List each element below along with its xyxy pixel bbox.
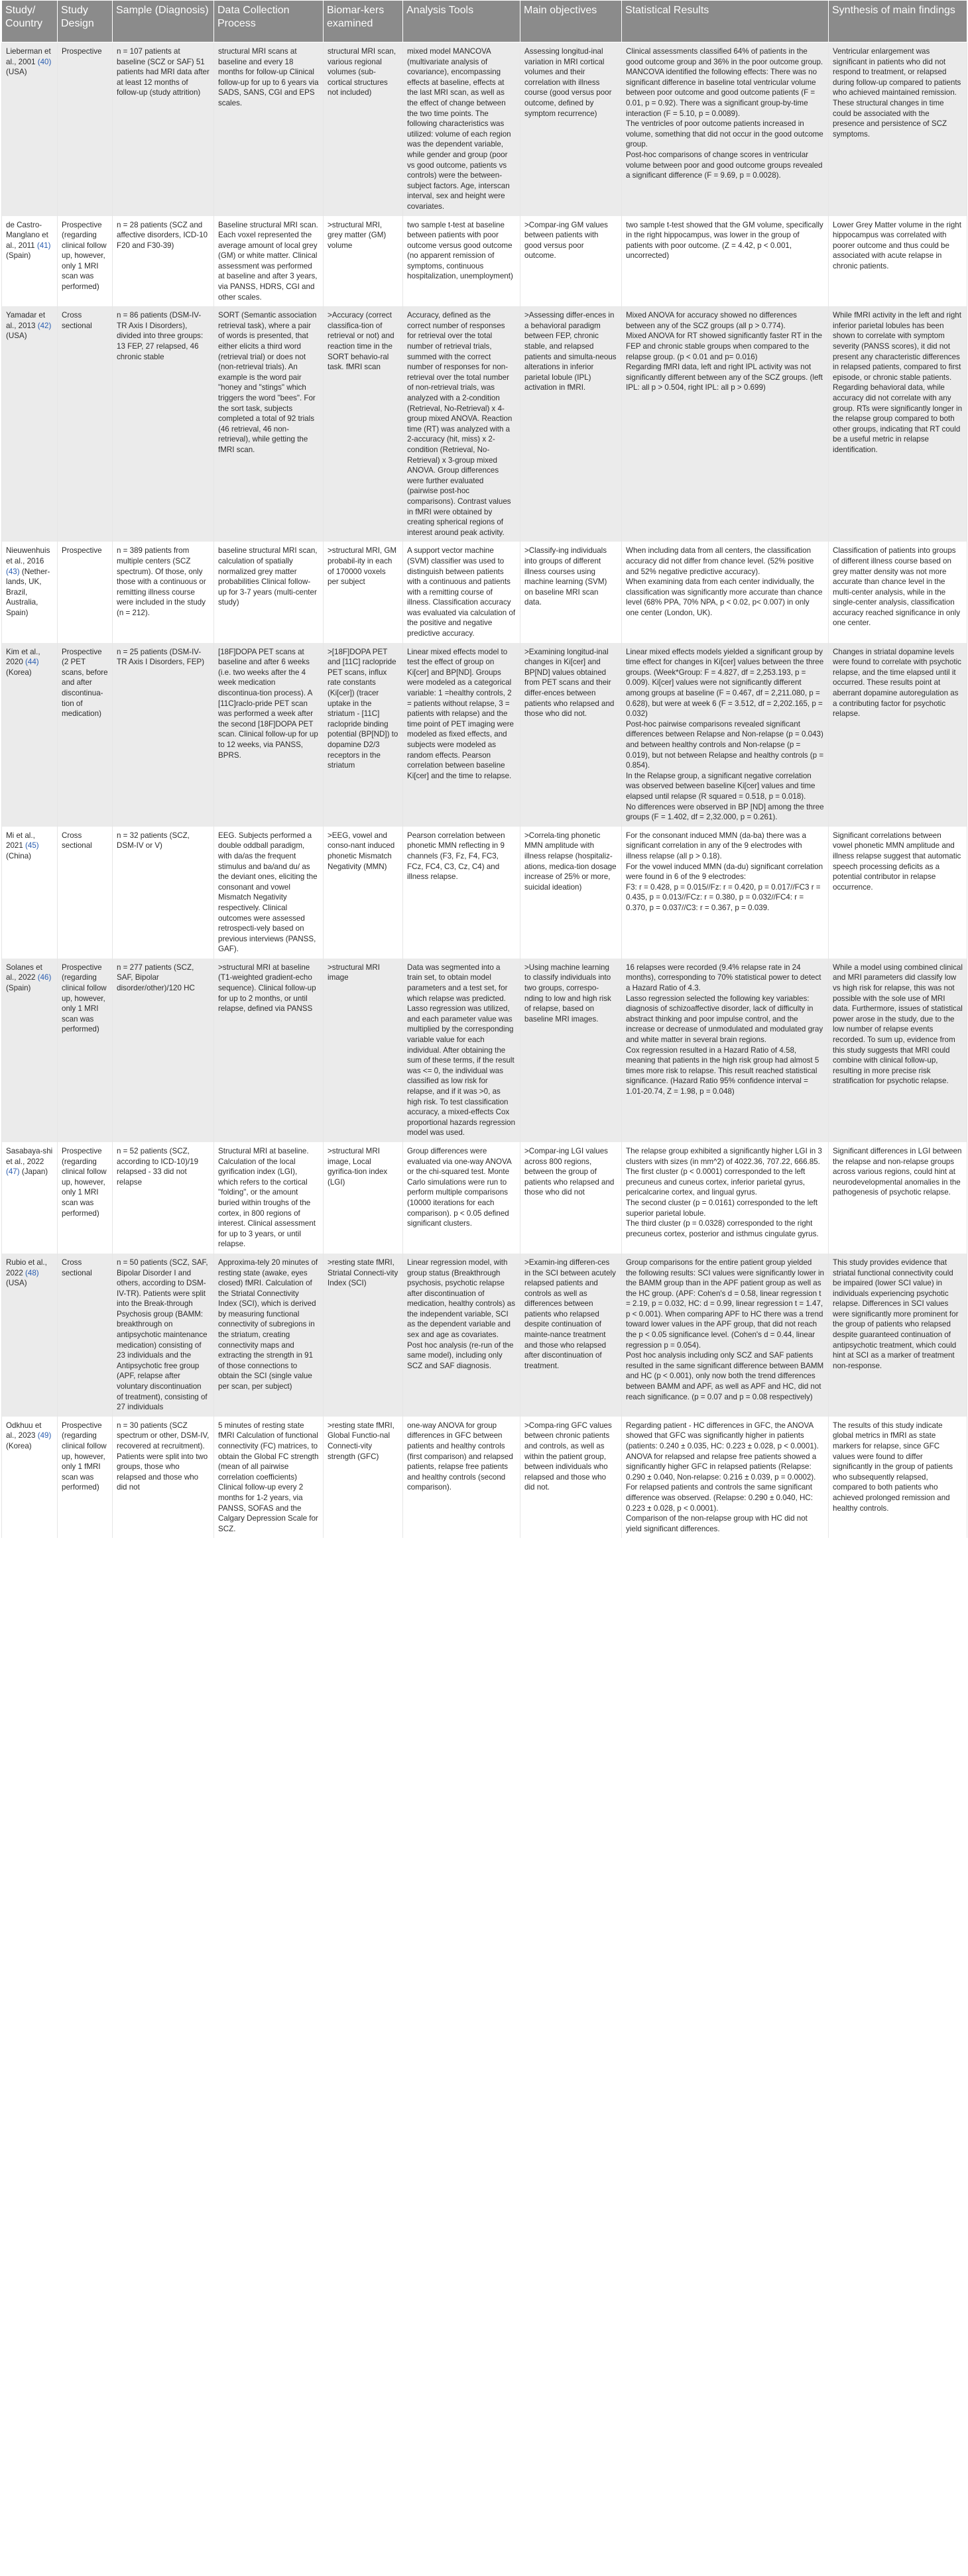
study-reference-link[interactable]: (42) <box>37 321 52 330</box>
cell-study-design: Prospective (regarding clinical follow up, however, only 1 MRI scan was performed) <box>58 216 113 307</box>
cell-data-collection: baseline structural MRI scan, calculation of spatially normalized grey matter probabilities Clinical follow-up for 3-7 years (multi-center study) <box>214 542 324 642</box>
cell-data-collection: Approxima-tely 20 minutes of resting state (awake, eyes closed) fMRI. Calculation of the Striatal Connectivity Index (SCI), which is derived by measuring functional connectivity of subregions in the striatum, creating connectivity maps and extracting the strength in 91 of those connections to obtain the SCI (single value per scan, per subject) <box>214 1254 324 1417</box>
study-author-year: Yamadar et al., 2013 <box>6 311 46 330</box>
result-paragraph: Clinical assessments classified 64% of patients in the good outcome group and 36% in the poor outcome group. MANCOVA identified the following effects: There was no significant difference in baseline total ventricular volume between poor outcome and good outcome patients (F = 0.01, p = 0.92). There was a significant group-by-time interaction (F = 5.10, p = 0.0089). <box>626 47 823 118</box>
cell-statistical-results <box>622 827 829 959</box>
cell-study-country <box>2 1142 58 1254</box>
study-country: (Spain) <box>6 251 31 261</box>
result-paragraph: two sample t-test showed that the GM volume, specifically in the right hippocampus, was lower in the group of patients with poor outcome. (Z = 4.42, p < 0.001, uncorrected) <box>626 220 823 261</box>
cell-biomarkers: >structural MRI, GM probabil-ity in each of 170000 voxels per subject <box>324 542 403 642</box>
cell-study-design: Cross sectional <box>58 1254 113 1417</box>
result-paragraph: In the Relapse group, a significant negative correlation was observed between baseline Ki[cer] values and time elapsed until relapse (R squared = 0.518, p = 0.018). <box>626 771 816 801</box>
header-synthesis: Synthesis of main findings <box>829 1 967 42</box>
cell-study-country <box>2 1417 58 1539</box>
studies-table <box>1 0 967 1538</box>
cell-sample: n = 25 patients (DSM-IV-TR Axis I Disorders, FEP) <box>113 643 214 827</box>
cell-main-objectives: >Compar-ing GM values between patients with good versus poor outcome. <box>520 216 622 307</box>
study-reference-link[interactable]: (45) <box>25 841 39 850</box>
cell-biomarkers: >resting state fMRI, Global Functio-nal Connecti-vity strength (GFC) <box>324 1417 403 1539</box>
study-reference-link[interactable]: (47) <box>6 1167 20 1177</box>
cell-main-objectives: >Correla-ting phonetic MMN amplitude with illness relapse (hospitaliz-ations, medica-tion dosage increase of 25% or more, suicidal ideation) <box>520 827 622 959</box>
cell-analysis-tools: Linear mixed effects model to test the effect of group on Ki[cer] and BP[ND]. Groups were modeled as a categorical variable: 1 =healthy controls, 2 = patients without relapse, 3 = patients with relapse) and the time point of PET imaging were modeled as fixed effects, and subjects were modeled as random effects. Pearson correlation between baseline Ki[cer] and the time to relapse. <box>403 643 520 827</box>
table-row <box>2 216 967 307</box>
header-analysis-tools: Analysis Tools <box>403 1 520 42</box>
study-country: (USA) <box>6 1279 27 1288</box>
cell-main-objectives: >Classify-ing individuals into groups of different illness courses using machine learning (SVM) on baseline MRI scan data. <box>520 542 622 642</box>
cell-study-country <box>2 42 58 216</box>
study-author-year: Nieuwenhuis et al., 2016 <box>6 546 50 565</box>
cell-study-design: Cross sectional <box>58 306 113 542</box>
cell-statistical-results <box>622 542 829 642</box>
cell-sample: n = 32 patients (SCZ, DSM-IV or V) <box>113 827 214 959</box>
study-country: (China) <box>6 851 32 860</box>
cell-biomarkers: >Accuracy (correct classifica-tion of retrieval or not) and reaction time in the SORT behavio-ral task. fMRI scan <box>324 306 403 542</box>
result-paragraph: Cox regression resulted in a Hazard Ratio of 4.58, meaning that patients in the high risk group had almost 5 times more risk to relapse. This result reached statistical significance. (Hazard Ratio 95% confidence interval = 1.01-20.74, Z = 1.98, p = 0.048) <box>626 1045 819 1096</box>
study-reference-link[interactable]: (46) <box>37 973 52 982</box>
result-paragraph: When including data from all centers, the classification accuracy did not differ from chance level. (52% positive and 52% negative predictive accuracy). <box>626 546 814 576</box>
result-paragraph: The second cluster (p = 0.0161) corresponded to the left superior parietal lobule. <box>626 1198 818 1218</box>
cell-study-design: Prospective (regarding clinical follow up, however, only 1 MRI scan was performed) <box>58 1142 113 1254</box>
cell-study-design: Prospective (regarding clinical follow up, however, only 1 MRI scan was performed) <box>58 959 113 1142</box>
study-reference-link[interactable]: (48) <box>25 1268 39 1277</box>
cell-statistical-results <box>622 216 829 307</box>
study-author-year: Sasabaya-shi et al., 2022 <box>6 1146 53 1166</box>
result-paragraph: When examining data from each center individually, the classification was significantly more accurate than chance level (68% PPA, 70% NPA, p < 0.02, p< 0.007) in only one center (London, UK). <box>626 577 823 617</box>
cell-sample: n = 50 patients (SCZ, SAF, Bipolar Disorder I and others, according to DSM-IV-TR). Patients were split into the Break-through Psychosis group (BAMM: breakthrough on antipsychotic maintenance medication) consisting of 23 individuals and the Antipsychotic free group (APF, relapse after voluntary discontinuation of treatment), consisting of 27 individuals <box>113 1254 214 1417</box>
header-study-design: Study Design <box>58 1 113 42</box>
cell-data-collection: [18F]DOPA PET scans at baseline and after 6 weeks (i.e. two weeks after the 4 week medication discontinua-tion process). A [11C]raclo-pride PET scan was performed a week after the second [18F]DOPA PET scan. Clinical follow-up for up to 12 weeks, via PANSS, BPRS. <box>214 643 324 827</box>
header-biomarkers: Biomar-kers examined <box>324 1 403 42</box>
cell-study-country <box>2 216 58 307</box>
cell-study-design: Prospective (2 PET scans, before and after discontinua-tion of medication) <box>58 643 113 827</box>
study-author-year: Solanes et al., 2022 <box>6 963 42 982</box>
cell-analysis-tools: one-way ANOVA for group differences in GFC between patients and healthy controls (first comparison) and relapsed patients, relapse free patients and healthy controls (second comparison). <box>403 1417 520 1539</box>
result-paragraph: Comparison of the non-relapse group with HC did not yield significant differences. <box>626 1514 808 1533</box>
cell-data-collection: Structural MRI at baseline. Calculation of the local gyrification index (LGI), which refers to the cortical "folding", or the amount buried within troughs of the cortex, in 800 regions of interest. Clinical assessment for up to 3 years, or until relapse. <box>214 1142 324 1254</box>
cell-study-country <box>2 1254 58 1417</box>
result-paragraph: For relapsed patients and controls the same significant difference was observed. (Relapse: 0.290 ± 0.040, HC: 0.223 ± 0.028, p < 0.0001). <box>626 1483 813 1513</box>
study-country: (Nether-lands, UK, Brazil, Australia, Spain) <box>6 567 50 617</box>
cell-study-country <box>2 643 58 827</box>
cell-synthesis: Ventricular enlargement was significant in patients who did not respond to treatment, or relapsed during follow-up compared to patients who achieved maintained remission. These structural changes in time could be associated with the presence and persistence of SCZ symptoms. <box>829 42 967 216</box>
table-row <box>2 827 967 959</box>
cell-synthesis: Significant differences in LGI between the relapse and non-relapse groups across various regions, could hint at neurodevelopmental anomalies in the pathogenesis of psychotic relapse. <box>829 1142 967 1254</box>
cell-statistical-results <box>622 306 829 542</box>
result-paragraph: Mixed ANOVA for RT showed significantly faster RT in the FEP and chronic stable groups when compared to the relapse group. (p < 0.01 and p= 0.016) <box>626 331 822 361</box>
cell-sample: n = 107 patients at baseline (SCZ or SAF) 51 patients had MRI data after at least 12 months of follow-up (study attrition) <box>113 42 214 216</box>
table-row <box>2 306 967 542</box>
cell-main-objectives: >Assessing differ-ences in a behavioral paradigm between FEP, chronic stable, and relapsed patients and simulta-neous alterations in inferior parietal lobule (IPL) activation in fMRI. <box>520 306 622 542</box>
cell-main-objectives: >Examin-ing differen-ces in the SCI between acutely relapsed patients and controls as well as differences between patients who relapsed despite continuation of mainte-nance treatment and those who relapsed after discontinuation of treatment. <box>520 1254 622 1417</box>
cell-study-country <box>2 306 58 542</box>
cell-study-country <box>2 959 58 1142</box>
cell-synthesis: Classification of patients into groups of different illness course based on grey matter density was not more accurate than chance level in the multi-center analysis, while in the single-center analysis, classification accuracy reached significance in only one center. <box>829 542 967 642</box>
cell-synthesis: Lower Grey Matter volume in the right hippocampus was correlated with poorer outcome and thus could be associated with acute relapse in chronic patients. <box>829 216 967 307</box>
table-row <box>2 1254 967 1417</box>
cell-main-objectives: >Examining longitud-inal changes in Ki[cer] and BP[ND] values obtained from PET scans and their differ-ences between patients who relapsed and those who did not. <box>520 643 622 827</box>
cell-biomarkers: >[18F]DOPA PET and [11C] raclopride PET scans, influx rate constants (Ki[cer]) (tracer uptake in the striatum - [11C] raclopride binding potential (BP[ND]) to dopamine D2/3 receptors in the striatum <box>324 643 403 827</box>
table-row <box>2 1142 967 1254</box>
study-reference-link[interactable]: (44) <box>25 658 39 667</box>
study-author-year: Rubio et al., 2022 <box>6 1258 47 1277</box>
result-paragraph: F3: r = 0.428, p = 0.015//Fz: r = 0.420, p = 0.017//FC3 r = 0.435, p = 0.013//FCz: r = 0.380, p = 0.032//FC4: r = 0.370, p = 0.037//C3: r = 0.367, p = 0.039. <box>626 882 821 912</box>
result-paragraph: The third cluster (p = 0.0328) corresponded to the right precuneus cortex, posterior and isthmus cingulate gyrus. <box>626 1219 819 1238</box>
result-paragraph: Post-hoc comparisons of change scores in ventricular volume between poor and good outcome groups revealed a significant difference (F = 9.69, p = 0.0028). <box>626 150 823 180</box>
header-row <box>2 1 967 42</box>
cell-biomarkers: >resting state fMRI, Striatal Connecti-vity Index (SCI) <box>324 1254 403 1417</box>
cell-biomarkers: structural MRI scan, various regional volumes (sub-cortical structures not included) <box>324 42 403 216</box>
cell-study-design: Prospective <box>58 542 113 642</box>
result-paragraph: Post hoc analysis including only SCZ and SAF patients resulted in the same significant difference between BAMM and HC (p < 0.001), only now both the trend differences between BAMM and APF, as well as APF and HC, did not reach significance. (p = 0.07 and p = 0.08 respectively) <box>626 1351 824 1401</box>
table-row <box>2 42 967 216</box>
cell-sample: n = 389 patients from multiple centers (SCZ spectrum). Of those, only those with a continuous or remitting illness course were included in the study (n = 212). <box>113 542 214 642</box>
cell-statistical-results <box>622 1254 829 1417</box>
result-paragraph: Lasso regression selected the following key variables: diagnosis of schizoaffective disorder, lack of difficulty in abstract thinking and poor impulse control, and the increase or decrease of unmodulated and modulated gray and white matter in several brain regions. <box>626 994 823 1045</box>
result-paragraph: 16 relapses were recorded (9.4% relapse rate in 24 months), corresponding to 70% statistical power to detect a Hazard Ratio of 4.3. <box>626 963 821 993</box>
result-paragraph: Post-hoc pairwise comparisons revealed significant differences between Relapse and Non-relapse (p = 0.043) and between healthy controls and Non-relapse (p = 0.019), but not between Relapse and healthy controls (p = 0.854). <box>626 719 824 770</box>
cell-study-country <box>2 542 58 642</box>
study-reference-link[interactable]: (41) <box>36 241 51 250</box>
cell-analysis-tools: Data was segmented into a train set, to obtain model parameters and a test set, for which relapse was predicted. Lasso regression was utilized, and each parameter value was multiplied by the corresponding variable value for each individual. After obtaining the sum of these terms, if the result was <= 0, the individual was classified as low risk for relapse, and if it was >0, as high risk. To test classification accuracy, a mixed-effects Cox proportional hazards regression model was used. <box>403 959 520 1142</box>
result-paragraph: For the vowel induced MMN (da-du) significant correlation were found in 6 of the 9 electrodes: <box>626 862 823 882</box>
cell-study-design: Cross sectional <box>58 827 113 959</box>
study-author-year: de Castro-Manglano et al., 2011 <box>6 220 48 250</box>
result-paragraph: Mixed ANOVA for accuracy showed no differences between any of the SCZ groups (all p > 0.774). <box>626 311 797 330</box>
result-paragraph: The first cluster (p < 0.0001) corresponded to the left precuneus and cuneus cortex, inferior parietal gyrus, pericalcarine cortex, and lingual gyrus. <box>626 1167 806 1197</box>
result-paragraph: Group comparisons for the entire patient group yielded the following results: SCI values were significantly lower in the BAMM group than in the APF patient group as well as the HC group. (APF: Cohen's d = 0.58, linear regression t = 2.19, p = 0.032, HC: d = 0.99, linear regression t = 1.47, p < 0.001). When comparing APF to HC there was a trend toward lower values in the APF group, that did not reach the p < 0.05 significance level. (Cohen's d = 0.44, linear regression p = 0.054). <box>626 1258 824 1350</box>
cell-synthesis: While fMRI activity in the left and right inferior parietal lobules has been shown to correlate with symptom severity (PANSS scores), it did not present any characteristic differences in relapsed patients, compared to first episode, or chronic stable patients. Regarding behavioral data, while accuracy did not correlate with any group. RTs were significantly longer in the relapse group compared to both other groups, indicating that RT could be a useful metric in relapse identification. <box>829 306 967 542</box>
cell-biomarkers: >structural MRI, grey matter (GM) volume <box>324 216 403 307</box>
cell-sample: n = 30 patients (SCZ spectrum or other, DSM-IV, recovered at recruitment). Patients were split into two groups, those who relapsed and those who did not <box>113 1417 214 1539</box>
header-sample: Sample (Diagnosis) <box>113 1 214 42</box>
cell-analysis-tools: Pearson correlation between phonetic MMN reflecting in 9 channels (F3, Fz, F4, FC3, FCz, FC4, C3, Cz, C4) and illness relapse. <box>403 827 520 959</box>
table-row <box>2 1417 967 1539</box>
result-paragraph: The relapse group exhibited a significantly higher LGI in 3 clusters with sizes (in mm^2) of 4022.36, 707.22, 666.85. <box>626 1146 822 1166</box>
cell-data-collection: SORT (Semantic association retrieval task), where a pair of words is presented, that either elicits a third word (retrieval trial) or does not (non-retrieval trials). An example is the word pair "honey and "stings" which triggers the word "bees". For the sort task, subjects completed a total of 92 trials (46 retrieval, 46 non-retrieval), while getting the fMRI scan. <box>214 306 324 542</box>
cell-data-collection: >structural MRI at baseline (T1-weighted gradient-echo sequence). Clinical follow-up for up to 2 months, or until relapse, defined via PANSS <box>214 959 324 1142</box>
cell-synthesis: Changes in striatal dopamine levels were found to correlate with psychotic relapse, and the time elapsed until it occurred. These results point at aberrant dopamine autoregulation as a contributing factor for psychotic relapse. <box>829 643 967 827</box>
header-data-collection: Data Collection Process <box>214 1 324 42</box>
cell-statistical-results <box>622 643 829 827</box>
study-author-year: Odkhuu et al., 2023 <box>6 1421 42 1440</box>
cell-data-collection: 5 minutes of resting state fMRI Calculation of functional connectivity (FC) matrices, to obtain the Global FC strength (mean of all pairwise correlation coefficients) Clinical follow-up every 2 months for 1-2 years, via PANSS, SOFAS and the Calgary Depression Scale for SCZ. <box>214 1417 324 1539</box>
cell-sample: n = 86 patients (DSM-IV-TR Axis I Disorders), divided into three groups: 13 FEP, 27 relapsed, 46 chronic stable <box>113 306 214 542</box>
cell-main-objectives: >Compa-ring GFC values between chronic patients and controls, as well as within the patient group, between individuals who relapsed and those who did not. <box>520 1417 622 1539</box>
study-author-year: Mi et al., 2021 <box>6 831 35 850</box>
result-paragraph: No differences were observed in BP [ND] among the three groups (F = 1.402, df = 2,32.000, p = 0.261). <box>626 802 824 822</box>
cell-main-objectives: >Using machine learning to classify individuals into two groups, correspo-nding to low and high risk of relapse, based on baseline MRI images. <box>520 959 622 1142</box>
cell-study-country <box>2 827 58 959</box>
cell-synthesis: While a model using combined clinical and MRI parameters did classify low vs high risk for relapse, this was not possible with the sole use of MRI data. Furthermore, issues of statistical power arose in the study, due to the low number of relapse events recorded. To sum up, evidence from this study suggests that MRI could combine with clinical follow-up, resulting in more precise risk stratification for psychotic relapse. <box>829 959 967 1142</box>
study-author-year: Lieberman et al., 2001 <box>6 47 51 66</box>
cell-biomarkers: >structural MRI image <box>324 959 403 1142</box>
cell-sample: n = 277 patients (SCZ, SAF, Bipolar disorder/other)/120 HC <box>113 959 214 1142</box>
cell-synthesis: Significant correlations between vowel phonetic MMN amplitude and illness relapse suggest that automatic speech processing deficits as a potential contributor in relapse occurrence. <box>829 827 967 959</box>
study-country: (Spain) <box>6 984 31 993</box>
cell-study-design: Prospective <box>58 42 113 216</box>
table-row <box>2 542 967 642</box>
cell-data-collection: Baseline structural MRI scan. Each voxel represented the average amount of local grey (GM) or white matter. Clinical assessment was performed at baseline and after 3 years, via PANSS, HDRS, CGI and other scales. <box>214 216 324 307</box>
cell-analysis-tools: Linear regression model, with group status (Breakthrough psychosis, psychotic relapse after discontinuation of medication, healthy controls) as the independent variable, SCI as the dependent variable and sex and age as covariates. Post hoc analysis (re-run of the same model), including only SCZ and SAF diagnosis. <box>403 1254 520 1417</box>
cell-sample: n = 52 patients (SCZ, according to ICD-10)/19 relapsed - 33 did not relapse <box>113 1142 214 1254</box>
cell-data-collection: structural MRI scans at baseline and every 18 months for follow-up Clinical follow-up for up to 6 years via SADS, SANS, CGI and EPS scales. <box>214 42 324 216</box>
cell-data-collection: EEG. Subjects performed a double oddball paradigm, with da/as the frequent stimulus and ba/and du/ as the deviant ones, eliciting the consonant and vowel Mismatch Negativity respectively. Clinical outcomes were assessed retrospecti-vely based on previous interviews (PANSS, GAF). <box>214 827 324 959</box>
study-country: (USA) <box>6 331 27 341</box>
study-author-year: Kim et al., 2020 <box>6 647 40 667</box>
result-paragraph: For the consonant induced MMN (da-ba) there was a significant correlation in any of the 9 electrodes with illness relapse (all p > 0.18). <box>626 831 806 860</box>
table-body <box>2 42 967 1539</box>
header-study-country: Study/ Country <box>2 1 58 42</box>
cell-synthesis: The results of this study indicate global metrics in fMRI as state markers for relapse, since GFC values were found to differ significantly in the group of patients who subsequently relapsed, compared to both patients who achieved prolonged remission and healthy controls. <box>829 1417 967 1539</box>
header-statistical-results: Statistical Results <box>622 1 829 42</box>
cell-main-objectives: >Compar-ing LGI values across 800 regions, between the group of patients who relapsed and those who did not <box>520 1142 622 1254</box>
cell-statistical-results <box>622 42 829 216</box>
cell-analysis-tools: mixed model MANCOVA (multivariate analysis of covariance), encompassing effects at baseline, effects at the last MRI scan, as well as the effect of change between the two time points. The following characteristics was utilized: volume of each region was the dependent variable, while gender and group (poor vs good outcome, patients vs controls) were the between-subject factors. Age, interscan interval, sex and height were covariates. <box>403 42 520 216</box>
study-reference-link[interactable]: (43) <box>6 567 20 576</box>
study-country: (USA) <box>6 68 27 77</box>
cell-analysis-tools: two sample t-test at baseline between patients with poor outcome versus good outcome (no apparent remission of symptoms, continuous hospitalization, unemployment) <box>403 216 520 307</box>
result-paragraph: ANOVA for relapsed and relapse free patients showed a significantly higher GFC in relapsed patients (Relapse: 0.290 ± 0.040, Non-relapse: 0.216 ± 0.039, p = 0.0002). <box>626 1452 817 1482</box>
cell-analysis-tools: A support vector machine (SVM) classifier was used to distinguish between patients with a continuous and patients with a remitting course of illness. Classification accuracy was evaluated via calculation of the positive and negative predictive accuracy. <box>403 542 520 642</box>
table-row <box>2 643 967 827</box>
cell-analysis-tools: Accuracy, defined as the correct number of responses for retrieval over the total number of retrieval trials, summed with the correct number of responses for non-retrieval over the total number of non-retrieval trials, was analyzed with a 2-condition (Retrieval, No-Retrieval) x 4-group mixed ANOVA. Reaction time (RT) was analyzed with a 2-accuracy (hit, miss) x 2-condition (Retrieval, No-Retrieval) x 3-group mixed ANOVA. Group differences were further evaluated (pairwise post-hoc comparisons). Contrast values in fMRI were obtained by creating spherical regions of interest around peak activity. <box>403 306 520 542</box>
header-main-objectives: Main objectives <box>520 1 622 42</box>
study-country: (Japan) <box>21 1167 48 1177</box>
study-country: (Korea) <box>6 668 32 677</box>
cell-statistical-results <box>622 1417 829 1539</box>
study-country: (Korea) <box>6 1442 32 1450</box>
result-paragraph: Regarding fMRI data, left and right IPL activity was not significantly different between any of the SCZ groups. (left IPL: all p > 0.504, right IPL: all p > 0.699) <box>626 363 823 392</box>
cell-synthesis: This study provides evidence that striatal functional connectivity could be impaired (lower SCI value) in individuals experiencing psychotic relapse. Differences in SCI values were significantly more prominent for the group of patients who relapsed despite guaranteed continuation of antipsychotic treatment, which could hint at SCI as a marker of treatment non-response. <box>829 1254 967 1417</box>
cell-biomarkers: >EEG, vowel and conso-nant induced phonetic Mismatch Negativity (MMN) <box>324 827 403 959</box>
study-reference-link[interactable]: (49) <box>37 1431 52 1440</box>
cell-study-design: Prospective (regarding clinical follow up, however, only 1 fMRI scan was performed) <box>58 1417 113 1539</box>
result-paragraph: The ventricles of poor outcome patients increased in volume, something that did not occur in the good outcome group. <box>626 119 823 149</box>
cell-sample: n = 28 patients (SCZ and affective disorders, ICD-10 F20 and F30-39) <box>113 216 214 307</box>
cell-statistical-results <box>622 1142 829 1254</box>
cell-analysis-tools: Group differences were evaluated via one-way ANOVA or the chi-squared test. Monte Carlo simulations were run to perform multiple comparisons (10000 iterations for each comparison). p < 0.05 defined significant clusters. <box>403 1142 520 1254</box>
result-paragraph: Regarding patient - HC differences in GFC, the ANOVA showed that GFC was significantly higher in patients (patients: 0.240 ± 0.035, HC: 0.223 ± 0.028, p < 0.0001). <box>626 1421 819 1450</box>
result-paragraph: Linear mixed effects models yielded a significant group by time effect for changes in Ki[cer] values between the three groups. (Week*Group: F = 4.827, df = 2,253.193, p = 0.009). Ki[cer] values were not significantly different among groups at baseline (F = 0.467, df = 2,211.080, p = 0.628), but were at week 6 (F = 3.512, df = 2,202.165, p = 0.032) <box>626 647 824 719</box>
cell-main-objectives: Assessing longitud-inal variation in MRI cortical volumes and their correlation with illness course (good versus poor outcome, defined by symptom recurrence) <box>520 42 622 216</box>
cell-biomarkers: >structural MRI image, Local gyrifica-tion index (LGI) <box>324 1142 403 1254</box>
table-row <box>2 959 967 1142</box>
cell-statistical-results <box>622 959 829 1142</box>
study-reference-link[interactable]: (40) <box>37 57 52 66</box>
